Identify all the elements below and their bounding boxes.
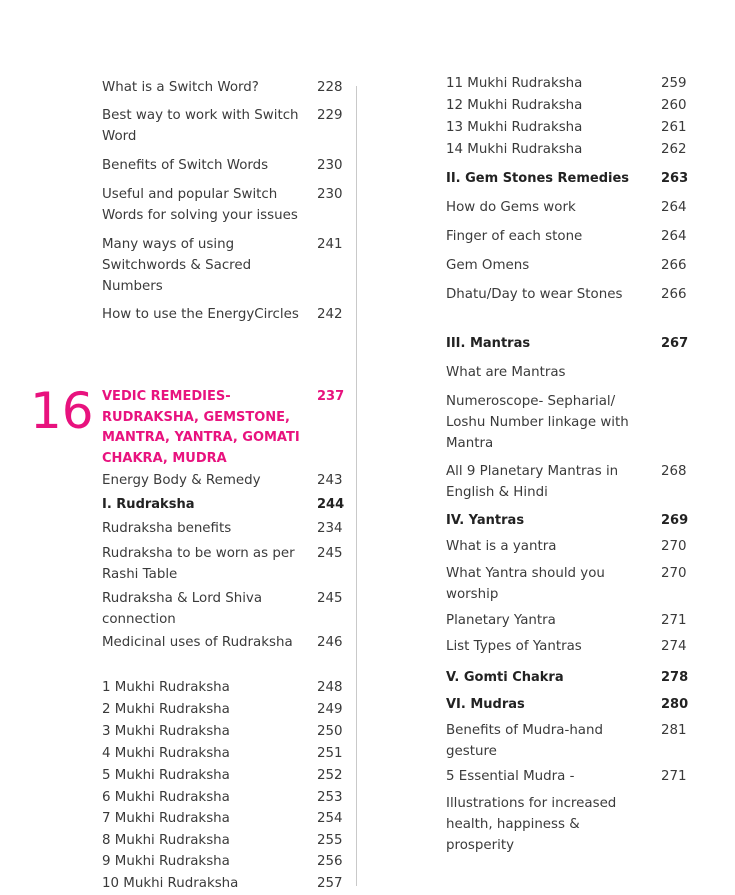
toc-entry-page: 268 (661, 464, 687, 479)
toc-entry-page: 246 (317, 635, 343, 650)
toc-entry-page: 229 (317, 108, 343, 123)
toc-entry-title: List Types of Yantras (446, 639, 582, 654)
toc-entry (102, 518, 352, 539)
toc-entry-page: 243 (317, 473, 343, 488)
toc-entry-title: Energy Body & Remedy (102, 473, 261, 488)
toc-entry (102, 743, 352, 764)
toc-entry-page: 241 (317, 237, 343, 252)
toc-entry (102, 632, 352, 653)
toc-entry-title: VEDIC REMEDIES- RUDRAKSHA, GEMSTONE, MANTRA, YANTRA, GOMATI CHAKRA, MUDRA (102, 389, 300, 466)
toc-entry-title: 14 Mukhi Rudraksha (446, 142, 583, 157)
toc-entry-page: 280 (661, 697, 689, 712)
toc-entry-page: 269 (661, 513, 689, 528)
toc-entry-page: 249 (317, 702, 343, 717)
toc-entry (446, 255, 696, 276)
toc-entry (446, 333, 696, 354)
toc-entry (446, 362, 696, 383)
toc-entry-title: I. Rudraksha (102, 497, 195, 512)
toc-entry-page: 257 (317, 876, 343, 891)
toc-entry-title: Useful and popular Switch Words for solving your issues (102, 187, 298, 223)
toc-entry-page: 230 (317, 187, 343, 202)
toc-entry-title: Gem Omens (446, 258, 530, 273)
toc-entry-title: II. Gem Stones Remedies (446, 171, 630, 186)
toc-entry-title: 3 Mukhi Rudraksha (102, 724, 230, 739)
toc-entry-title: 5 Essential Mudra - (446, 769, 575, 784)
toc-entry-page: 274 (661, 639, 687, 654)
toc-entry-title: 13 Mukhi Rudraksha (446, 120, 583, 135)
toc-entry-title: How to use the EnergyCircles (102, 307, 299, 322)
toc-entry-title: 1 Mukhi Rudraksha (102, 680, 230, 695)
toc-entry-title: Rudraksha & Lord Shiva connection (102, 591, 263, 627)
toc-entry-page: 230 (317, 158, 343, 173)
toc-entry-page: 237 (317, 389, 345, 404)
toc-entry (102, 77, 352, 98)
toc-entry-page: 244 (317, 497, 345, 512)
toc-entry-title: 4 Mukhi Rudraksha (102, 746, 230, 761)
toc-entry-page: 228 (317, 80, 343, 95)
toc-entry-title: What are Mantras (446, 365, 566, 380)
toc-entry-page: 245 (317, 546, 343, 561)
toc-entry-page: 262 (661, 142, 687, 157)
toc-entry (102, 155, 352, 176)
toc-entry-page: 259 (661, 76, 687, 91)
toc-entry (102, 873, 352, 894)
toc-entry-page: 267 (661, 336, 689, 351)
toc-entry-title: Planetary Yantra (446, 613, 556, 628)
toc-entry-page: 234 (317, 521, 343, 536)
toc-entry-page: 242 (317, 307, 343, 322)
toc-entry (446, 694, 696, 715)
toc-entry (102, 304, 352, 325)
toc-entry (102, 494, 352, 515)
toc-entry-page: 250 (317, 724, 343, 739)
toc-entry (102, 184, 352, 226)
toc-entry (446, 720, 696, 762)
toc-entry-title: 8 Mukhi Rudraksha (102, 833, 230, 848)
toc-entry-title: How do Gems work (446, 200, 576, 215)
toc-entry (102, 808, 352, 829)
toc-entry (102, 543, 352, 585)
toc-entry-title: All 9 Planetary Mantras in English & Hindi (446, 464, 619, 500)
toc-entry (446, 197, 696, 218)
toc-entry-page: 248 (317, 680, 343, 695)
toc-entry-title: III. Mantras (446, 336, 531, 351)
toc-entry-page: 245 (317, 591, 343, 606)
toc-entry-title: 10 Mukhi Rudraksha (102, 876, 239, 891)
toc-entry-page: 260 (661, 98, 687, 113)
toc-entry-title: 6 Mukhi Rudraksha (102, 790, 230, 805)
toc-entry-title: Medicinal uses of Rudraksha (102, 635, 293, 650)
toc-entry-page: 266 (661, 287, 687, 302)
toc-entry (446, 793, 696, 856)
toc-entry-title: 7 Mukhi Rudraksha (102, 811, 230, 826)
toc-entry-title: What Yantra should you worship (446, 566, 605, 602)
toc-entry (446, 391, 696, 454)
toc-entry (446, 563, 696, 605)
toc-entry (446, 766, 696, 787)
toc-entry-title: 9 Mukhi Rudraksha (102, 854, 230, 869)
toc-entry-page: 254 (317, 811, 343, 826)
toc-entry (446, 73, 696, 94)
toc-entry (446, 461, 696, 503)
toc-entry-title: Finger of each stone (446, 229, 583, 244)
toc-entry (102, 677, 352, 698)
toc-entry-page: 264 (661, 229, 687, 244)
toc-entry-title: Numeroscope- Sepharial/ Loshu Number linkage with Mantra (446, 394, 629, 451)
toc-entry-page: 271 (661, 613, 687, 628)
toc-entry-title: Rudraksha benefits (102, 521, 232, 536)
toc-entry-page: 252 (317, 768, 343, 783)
toc-entry (102, 470, 352, 491)
toc-entry (102, 234, 352, 297)
chapter-number: 16 (30, 382, 94, 440)
toc-entry-title: IV. Yantras (446, 513, 525, 528)
toc-entry-page: 256 (317, 854, 343, 869)
toc-entry-title: Illustrations for increased health, happiness & prosperity (446, 796, 617, 853)
toc-entry (102, 721, 352, 742)
toc-entry-title: 5 Mukhi Rudraksha (102, 768, 230, 783)
toc-entry (102, 699, 352, 720)
toc-entry-title: V. Gomti Chakra (446, 670, 564, 685)
toc-entry (446, 284, 696, 305)
toc-entry-page: 251 (317, 746, 343, 761)
toc-entry (446, 636, 696, 657)
toc-entry-page: 261 (661, 120, 687, 135)
toc-entry (102, 387, 352, 469)
toc-entry (446, 510, 696, 531)
toc-entry-title: VI. Mudras (446, 697, 525, 712)
toc-entry (102, 851, 352, 872)
toc-entry (446, 117, 696, 138)
toc-entry-title: Rudraksha to be worn as per Rashi Table (102, 546, 295, 582)
toc-entry (102, 830, 352, 851)
toc-entry-page: 270 (661, 566, 687, 581)
toc-entry-page: 278 (661, 670, 689, 685)
toc-entry (446, 226, 696, 247)
toc-entry-page: 253 (317, 790, 343, 805)
toc-entry (102, 588, 352, 630)
toc-entry (446, 95, 696, 116)
toc-entry-title: Benefits of Mudra-hand gesture (446, 723, 603, 759)
toc-entry-page: 264 (661, 200, 687, 215)
toc-entry-title: What is a Switch Word? (102, 80, 259, 95)
toc-entry-title: Dhatu/Day to wear Stones (446, 287, 623, 302)
toc-entry-title: Best way to work with Switch Word (102, 108, 299, 144)
toc-entry-title: What is a yantra (446, 539, 557, 554)
toc-entry-page: 270 (661, 539, 687, 554)
toc-entry-title: Many ways of using Switchwords & Sacred Numbers (102, 237, 252, 294)
toc-entry (446, 667, 696, 688)
toc-entry-title: 11 Mukhi Rudraksha (446, 76, 583, 91)
toc-entry-title: Benefits of Switch Words (102, 158, 269, 173)
toc-entry (446, 536, 696, 557)
toc-entry-page: 263 (661, 171, 689, 186)
toc-entry-title: 12 Mukhi Rudraksha (446, 98, 583, 113)
toc-entry-page: 271 (661, 769, 687, 784)
toc-entry (102, 787, 352, 808)
toc-entry (102, 765, 352, 786)
toc-entry (446, 139, 696, 160)
toc-entry-page: 281 (661, 723, 687, 738)
toc-entry-page: 266 (661, 258, 687, 273)
toc-entry (446, 610, 696, 631)
toc-entry (446, 168, 696, 189)
toc-entry-title: 2 Mukhi Rudraksha (102, 702, 230, 717)
toc-entry-page: 255 (317, 833, 343, 848)
toc-entry (102, 105, 352, 147)
